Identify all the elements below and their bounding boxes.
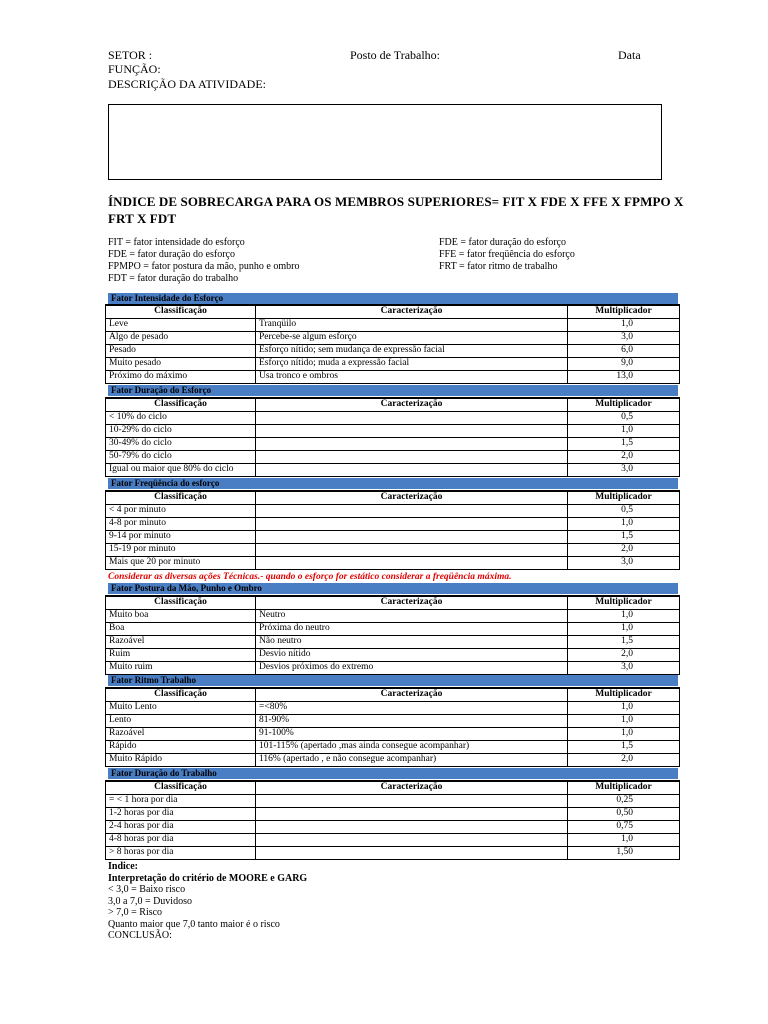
table-row — [106, 648, 680, 661]
column-header-classificacao: Classificação — [106, 491, 256, 504]
cell-multiplicador: 1,5 — [568, 740, 680, 753]
column-header-classificacao: Classificação — [106, 781, 256, 794]
table-row — [106, 661, 680, 674]
cell-multiplicador: 2,0 — [568, 648, 680, 661]
cell-multiplicador: 0,50 — [568, 807, 680, 820]
table-row — [106, 820, 680, 833]
table-row — [106, 370, 680, 383]
cell-caracterizacao: Desvio nítido — [256, 648, 568, 661]
table-row — [106, 794, 680, 807]
legend-item: FDE = fator duração do esforço — [439, 237, 566, 248]
legend-item: FRT = fator ritmo de trabalho — [439, 261, 558, 272]
cell-multiplicador: 6,0 — [568, 344, 680, 357]
description-box[interactable] — [108, 104, 662, 180]
cell-multiplicador: 2,0 — [568, 753, 680, 766]
cell-classificacao: = < 1 hora por dia — [106, 794, 256, 807]
cell-classificacao: Muito Lento — [106, 701, 256, 714]
table-header-row — [106, 596, 680, 609]
cell-multiplicador: 0,5 — [568, 504, 680, 517]
cell-caracterizacao — [256, 504, 568, 517]
cell-multiplicador: 1,5 — [568, 635, 680, 648]
table-row — [106, 411, 680, 424]
funcao-label: FUNÇÃO: — [108, 62, 161, 76]
cell-caracterizacao: Próxima do neutro — [256, 622, 568, 635]
cell-classificacao: 1-2 horas por dia — [106, 807, 256, 820]
table-header-row — [106, 781, 680, 794]
section-title-duracao-trabalho: Fator Duração do Trabalho — [108, 768, 678, 779]
page-title: ÍNDICE DE SOBRECARGA PARA OS MEMBROS SUPERIORES= FIT X FDE X FFE X FPMPO X FRT X FDT — [108, 194, 684, 226]
column-header-caracterizacao: Caracterização — [256, 491, 568, 504]
cell-multiplicador: 3,0 — [568, 661, 680, 674]
risk-line: > 7,0 = Risco — [108, 907, 163, 918]
column-header-multiplicador: Multiplicador — [568, 688, 680, 701]
cell-caracterizacao: Esforço nítido; sem mudança de expressão facial — [256, 344, 568, 357]
column-header-multiplicador: Multiplicador — [568, 491, 680, 504]
cell-classificacao: Próximo do máximo — [106, 370, 256, 383]
legend-item: FFE = fator freqüência do esforço — [439, 249, 575, 260]
cell-caracterizacao — [256, 450, 568, 463]
table-row — [106, 543, 680, 556]
cell-classificacao: 10-29% do ciclo — [106, 424, 256, 437]
cell-multiplicador: 1,0 — [568, 424, 680, 437]
cell-multiplicador: 0,5 — [568, 411, 680, 424]
risk-line: 3,0 a 7,0 = Duvidoso — [108, 895, 192, 907]
cell-classificacao: > 8 horas por dia — [106, 846, 256, 859]
cell-multiplicador: 0,25 — [568, 794, 680, 807]
footer — [108, 861, 307, 942]
cell-multiplicador: 3,0 — [568, 556, 680, 569]
cell-caracterizacao: Usa tronco e ombros — [256, 370, 568, 383]
cell-classificacao: Leve — [106, 318, 256, 331]
column-header-classificacao: Classificação — [106, 398, 256, 411]
cell-classificacao: 15-19 por minuto — [106, 543, 256, 556]
table-row — [106, 357, 680, 370]
cell-caracterizacao: Esforço nítido; muda a expressão facial — [256, 357, 568, 370]
cell-multiplicador: 1,0 — [568, 714, 680, 727]
section-title-postura: Fator Postura da Mão, Punho e Ombro — [108, 583, 678, 594]
cell-caracterizacao — [256, 463, 568, 476]
table-header-row — [106, 398, 680, 411]
table-row — [106, 463, 680, 476]
legend-item: FDT = fator duração do trabalho — [108, 273, 239, 284]
table-row — [106, 331, 680, 344]
cell-caracterizacao: 116% (apertado , e não consegue acompanhar) — [256, 753, 568, 766]
cell-classificacao: Mais que 20 por minuto — [106, 556, 256, 569]
table-header-row — [106, 688, 680, 701]
table-row — [106, 517, 680, 530]
cell-classificacao: Igual ou maior que 80% do ciclo — [106, 463, 256, 476]
cell-multiplicador: 1,0 — [568, 318, 680, 331]
cell-caracterizacao: 101-115% (apertado ,mas ainda consegue acompanhar) — [256, 740, 568, 753]
table-row — [106, 701, 680, 714]
cell-caracterizacao: Não neutro — [256, 635, 568, 648]
cell-classificacao: Muito ruim — [106, 661, 256, 674]
cell-multiplicador: 1,0 — [568, 622, 680, 635]
cell-multiplicador: 0,75 — [568, 820, 680, 833]
section-title-frequencia: Fator Freqüência do esforço — [108, 478, 678, 489]
column-header-caracterizacao: Caracterização — [256, 781, 568, 794]
column-header-multiplicador: Multiplicador — [568, 305, 680, 318]
column-header-multiplicador: Multiplicador — [568, 398, 680, 411]
cell-classificacao: 9-14 por minuto — [106, 530, 256, 543]
cell-caracterizacao — [256, 807, 568, 820]
cell-classificacao: 50-79% do ciclo — [106, 450, 256, 463]
section-title-intensidade: Fator Intensidade do Esforço — [108, 293, 678, 304]
section-title-duracao-esforco: Fator Duração do Esforço — [108, 385, 678, 396]
conclusao-label: CONCLUSÃO: — [108, 930, 172, 941]
cell-caracterizacao — [256, 437, 568, 450]
table-header-row — [106, 305, 680, 318]
table-duracao-esforco — [105, 397, 680, 477]
cell-multiplicador: 2,0 — [568, 543, 680, 556]
cell-classificacao: < 10% do ciclo — [106, 411, 256, 424]
cell-caracterizacao — [256, 517, 568, 530]
risk-line: Quanto maior que 7,0 tanto maior é o risco — [108, 918, 280, 930]
table-row — [106, 437, 680, 450]
column-header-classificacao: Classificação — [106, 596, 256, 609]
cell-caracterizacao — [256, 794, 568, 807]
cell-multiplicador: 13,0 — [568, 370, 680, 383]
cell-multiplicador: 1,0 — [568, 833, 680, 846]
table-row — [106, 740, 680, 753]
cell-classificacao: Rápido — [106, 740, 256, 753]
cell-classificacao: Lento — [106, 714, 256, 727]
legend-left — [108, 237, 299, 285]
posto-label: Posto de Trabalho: — [350, 48, 441, 62]
legend-item: FIT = fator intensidade do esforço — [108, 237, 245, 248]
risk-line: < 3,0 = Baixo risco — [108, 884, 186, 895]
cell-classificacao: Pesado — [106, 344, 256, 357]
table-postura — [105, 595, 680, 675]
interpretacao-title: Interpretação do critério de MOORE e GARG — [108, 872, 308, 884]
cell-caracterizacao — [256, 556, 568, 569]
cell-classificacao: 2-4 horas por dia — [106, 820, 256, 833]
cell-multiplicador: 3,0 — [568, 331, 680, 344]
cell-multiplicador: 1,5 — [568, 437, 680, 450]
cell-multiplicador: 1,0 — [568, 609, 680, 622]
column-header-multiplicador: Multiplicador — [568, 596, 680, 609]
warning-note: Considerar as diversas ações Técnicas.- quando o esforço for estático considerar a freqüência máxima. — [108, 572, 512, 582]
section-title-ritmo: Fator Ritmo Trabalho — [108, 675, 678, 686]
table-row — [106, 318, 680, 331]
cell-multiplicador: 3,0 — [568, 463, 680, 476]
cell-caracterizacao: Desvios próximos do extremo — [256, 661, 568, 674]
cell-caracterizacao: 91-100% — [256, 727, 568, 740]
column-header-multiplicador: Multiplicador — [568, 781, 680, 794]
cell-classificacao: Algo de pesado — [106, 331, 256, 344]
cell-multiplicador: 9,0 — [568, 357, 680, 370]
data-label: Data — [618, 48, 641, 62]
legend-item: FPMPO = fator postura da mão, punho e ombro — [108, 261, 300, 272]
cell-classificacao: 30-49% do ciclo — [106, 437, 256, 450]
cell-multiplicador: 1,5 — [568, 530, 680, 543]
cell-caracterizacao — [256, 833, 568, 846]
cell-classificacao: 4-8 horas por dia — [106, 833, 256, 846]
descricao-label: DESCRIÇÃO DA ATIVIDADE: — [108, 77, 267, 91]
cell-classificacao: Muito Rápido — [106, 753, 256, 766]
cell-caracterizacao — [256, 820, 568, 833]
cell-classificacao: Razoável — [106, 635, 256, 648]
cell-caracterizacao: Neutro — [256, 609, 568, 622]
cell-classificacao: Boa — [106, 622, 256, 635]
cell-caracterizacao — [256, 411, 568, 424]
cell-multiplicador: 1,0 — [568, 727, 680, 740]
cell-caracterizacao — [256, 424, 568, 437]
column-header-classificacao: Classificação — [106, 688, 256, 701]
table-row — [106, 846, 680, 859]
legend-item: FDE = fator duração do esforço — [108, 249, 235, 260]
table-header-row — [106, 491, 680, 504]
cell-classificacao: Ruim — [106, 648, 256, 661]
table-row — [106, 727, 680, 740]
table-row — [106, 714, 680, 727]
table-row — [106, 622, 680, 635]
cell-classificacao: Razoável — [106, 727, 256, 740]
table-duracao-trabalho — [105, 780, 680, 860]
cell-classificacao: Muito pesado — [106, 357, 256, 370]
table-row — [106, 344, 680, 357]
table-intensidade — [105, 304, 680, 384]
table-row — [106, 753, 680, 766]
cell-caracterizacao — [256, 530, 568, 543]
cell-caracterizacao: Tranqüilo — [256, 318, 568, 331]
table-row — [106, 807, 680, 820]
indice-label: Indice: — [108, 861, 138, 872]
cell-classificacao: < 4 por minuto — [106, 504, 256, 517]
cell-classificacao: 4-8 por minuto — [106, 517, 256, 530]
column-header-caracterizacao: Caracterização — [256, 596, 568, 609]
table-ritmo — [105, 687, 680, 767]
table-frequencia — [105, 490, 680, 570]
table-row — [106, 504, 680, 517]
legend-right — [439, 237, 575, 273]
table-row — [106, 450, 680, 463]
table-row — [106, 635, 680, 648]
cell-multiplicador: 1,0 — [568, 701, 680, 714]
column-header-classificacao: Classificação — [106, 305, 256, 318]
cell-classificacao: Muito boa — [106, 609, 256, 622]
table-row — [106, 424, 680, 437]
cell-caracterizacao: 81-90% — [256, 714, 568, 727]
cell-caracterizacao: Percebe-se algum esforço — [256, 331, 568, 344]
cell-multiplicador: 2,0 — [568, 450, 680, 463]
column-header-caracterizacao: Caracterização — [256, 398, 568, 411]
cell-caracterizacao — [256, 846, 568, 859]
cell-multiplicador: 1,50 — [568, 846, 680, 859]
table-row — [106, 609, 680, 622]
setor-label: SETOR : — [108, 48, 153, 62]
table-row — [106, 556, 680, 569]
table-row — [106, 530, 680, 543]
cell-multiplicador: 1,0 — [568, 517, 680, 530]
column-header-caracterizacao: Caracterização — [256, 305, 568, 318]
cell-caracterizacao: =<80% — [256, 701, 568, 714]
column-header-caracterizacao: Caracterização — [256, 688, 568, 701]
table-row — [106, 833, 680, 846]
cell-caracterizacao — [256, 543, 568, 556]
